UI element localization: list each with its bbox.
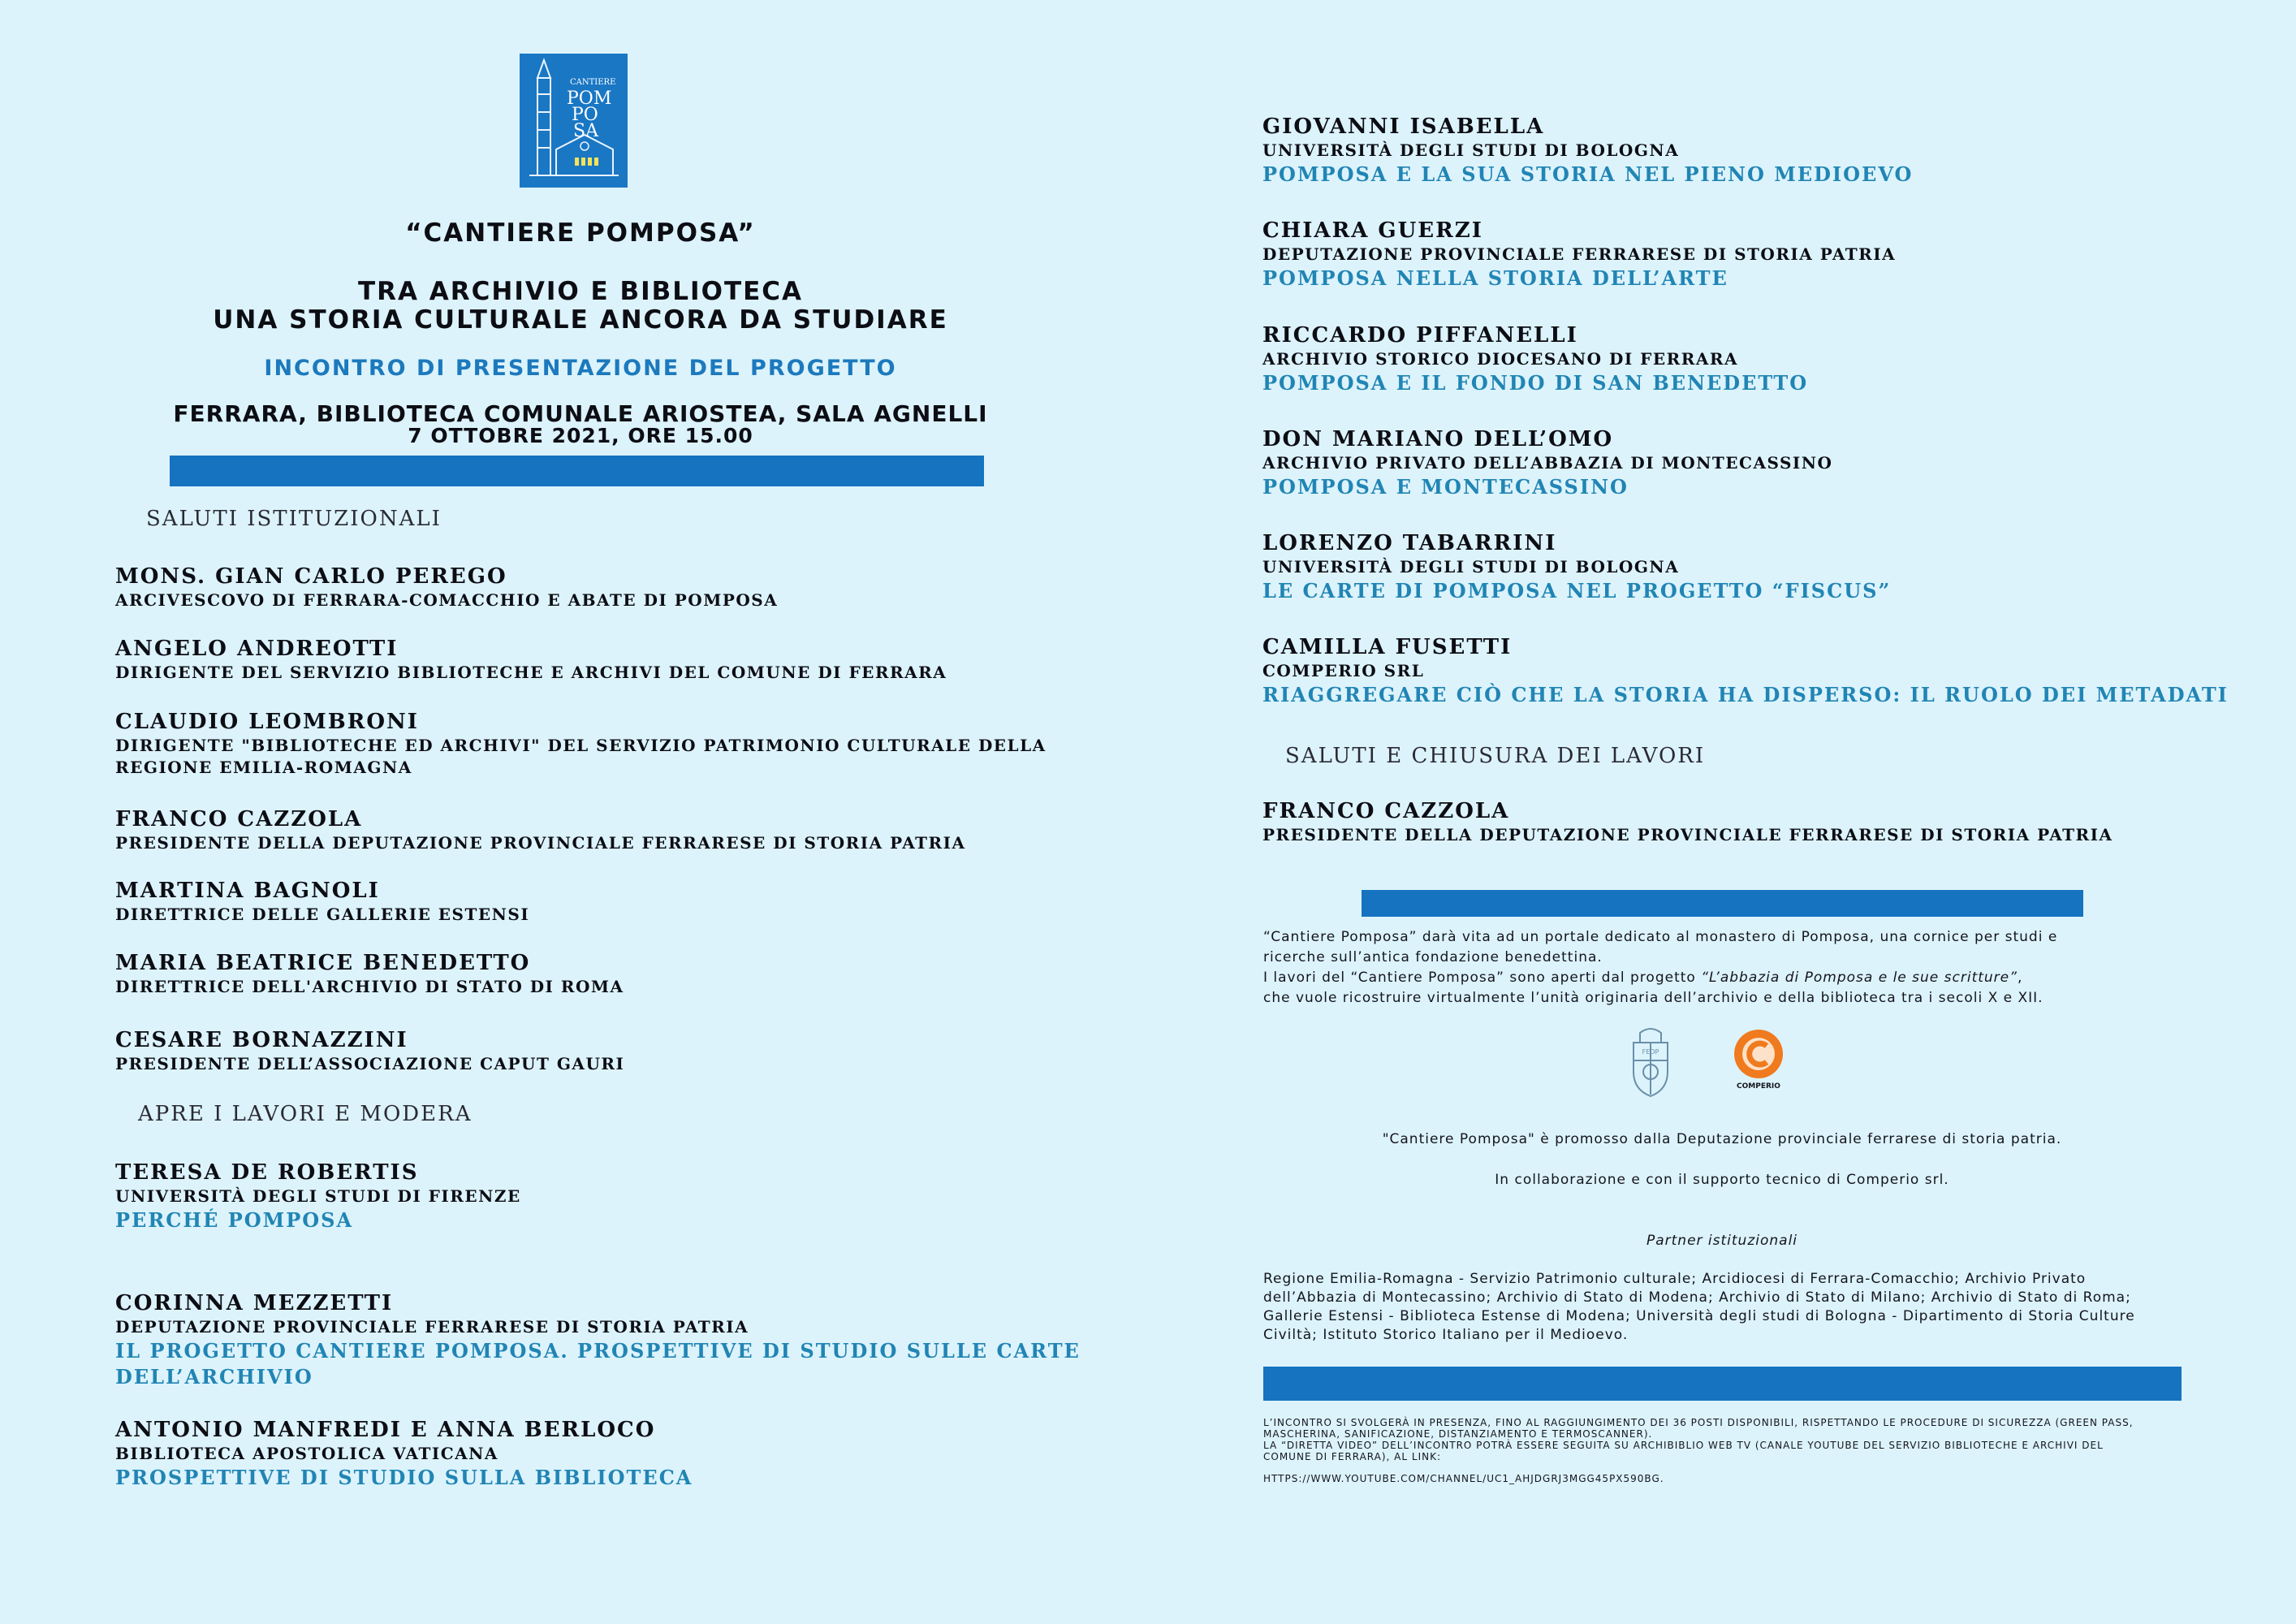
speaker-affiliation: UNIVERSITÀ DEGLI STUDI DI BOLOGNA [1262, 140, 1680, 160]
right-divider-bar-2 [1263, 1367, 2182, 1401]
talk-title: LE CARTE DI POMPOSA NEL PROGETTO “FISCUS” [1262, 579, 1892, 603]
description-line: “Cantiere Pomposa” darà vita ad un portale dedicato al monastero di Pomposa, una cornice per studi e [1263, 929, 2058, 945]
promoted-text: "Cantiere Pomposa" è promosso dalla Deputazione provinciale ferrarese di storia patria. [1382, 1131, 2062, 1147]
talk-entry [1262, 218, 1896, 292]
partners-line: Gallerie Estensi - Biblioteca Estense di Modena; Università degli studi di Bologna - Dipartimento di Storia Culture [1263, 1308, 2135, 1324]
speaker-entry [115, 1027, 624, 1075]
talk-entry [1262, 634, 2229, 708]
speaker-affiliation: ARCHIVIO PRIVATO DELL’ABBAZIA DI MONTECASSINO [1262, 453, 1833, 473]
subtitle-line-2: UNA STORIA CULTURALE ANCORA DA STUDIARE [213, 305, 948, 335]
speaker-name: DON MARIANO DELL’OMO [1262, 427, 1614, 451]
event-date: 7 OTTOBRE 2021, ORE 15.00 [408, 424, 753, 447]
youtube-link[interactable]: HTTPS://WWW.YOUTUBE.COM/CHANNEL/UC1_AHJDGRJ3MGG45PX590BG. [1263, 1473, 1664, 1484]
deputazione-crest-logo [1624, 1025, 1677, 1099]
speaker-entry [115, 709, 1047, 779]
speaker-name: MARIA BEATRICE BENEDETTO [115, 951, 531, 975]
speaker-affiliation: ARCHIVIO STORICO DIOCESANO DI FERRARA [1262, 349, 1739, 369]
speaker-name: CLAUDIO LEOMBRONI [115, 710, 419, 734]
description-line: che vuole ricostruire virtualmente l’unità originaria dell’archivio e della biblioteca tra i secoli X e XII. [1263, 990, 2044, 1006]
talk-title: POMPOSA E IL FONDO DI SAN BENEDETTO [1262, 371, 1809, 395]
speaker-role: ARCIVESCOVO DI FERRARA-COMACCHIO E ABATE DI POMPOSA [115, 590, 779, 610]
talk-title: POMPOSA E LA SUA STORIA NEL PIENO MEDIOEVO [1262, 162, 1914, 186]
talk-entry [1262, 426, 1832, 500]
speaker-entry [115, 564, 778, 611]
speaker-name: MONS. GIAN CARLO PEREGO [115, 564, 507, 589]
logo-text-cantiere: CANTIERE [570, 78, 616, 87]
speaker-role-continued: REGIONE EMILIA-ROMAGNA [115, 758, 412, 777]
description-line [1263, 968, 2205, 988]
logo-text-po: PO [572, 105, 598, 125]
speaker-role: PRESIDENTE DELLA DEPUTAZIONE PROVINCIALE FERRARESE DI STORIA PATRIA [1262, 825, 2113, 844]
speaker-entry [115, 806, 966, 854]
speaker-name: FRANCO CAZZOLA [1262, 799, 1510, 823]
talk-entry [115, 1417, 693, 1491]
talk-title: IL PROGETTO CANTIERE POMPOSA. PROSPETTIVE DI STUDIO SULLE CARTE [115, 1339, 1081, 1363]
speaker-role: DIRIGENTE DEL SERVIZIO BIBLIOTECHE E ARCHIVI DEL COMUNE DI FERRARA [115, 663, 947, 682]
speaker-name: MARTINA BAGNOLI [115, 879, 380, 903]
description-text: I lavori del “Cantiere Pomposa” sono aperti dal progetto [1263, 970, 1702, 986]
partners-list [1263, 1270, 2205, 1345]
notice-line: COMUNE DI FERRARA), AL LINK: [1263, 1451, 1442, 1462]
speaker-affiliation: UNIVERSITÀ DEGLI STUDI DI BOLOGNA [1262, 557, 1680, 577]
partners-line: Civiltà; Istituto Storico Italiano per il Medioevo. [1263, 1327, 1629, 1343]
talk-entry [1262, 322, 1808, 396]
speaker-name: FRANCO CAZZOLA [115, 807, 363, 831]
speaker-name: RICCARDO PIFFANELLI [1262, 323, 1578, 348]
speaker-role: DIRIGENTE "BIBLIOTECHE ED ARCHIVI" DEL SERVIZIO PATRIMONIO CULTURALE DELLA [115, 736, 1047, 755]
speaker-affiliation: UNIVERSITÀ DEGLI STUDI DI FIRENZE [115, 1186, 521, 1206]
talk-entry [1262, 114, 1913, 188]
notice-line: MASCHERINA, SANIFICAZIONE, DISTANZIAMENTO E TERMOSCANNER). [1263, 1428, 1653, 1440]
speaker-role: DIRETTRICE DELLE GALLERIE ESTENSI [115, 905, 530, 924]
right-divider-bar-1 [1362, 890, 2083, 917]
speaker-entry [1262, 798, 2113, 846]
talk-entry [1262, 530, 1891, 604]
comperio-label: COMPERIO [1737, 1082, 1780, 1091]
collaboration-text: In collaborazione e con il supporto tecnico di Comperio srl. [1495, 1172, 1949, 1188]
label-saluti-istituzionali: SALUTI ISTITUZIONALI [146, 507, 442, 531]
speaker-name: CORINNA MEZZETTI [115, 1291, 394, 1315]
talk-entry [115, 1290, 1081, 1390]
header-divider-bar [170, 456, 984, 486]
page-title: “CANTIERE POMPOSA” [405, 218, 756, 248]
partner-heading: Partner istituzionali [1646, 1233, 1798, 1249]
partners-line: Regione Emilia-Romagna - Servizio Patrimonio culturale; Arcidiocesi di Ferrara-Comacchio; Archivio Privato [1263, 1271, 2087, 1287]
talk-title: POMPOSA E MONTECASSINO [1262, 475, 1629, 499]
speaker-affiliation: BIBLIOTECA APOSTOLICA VATICANA [115, 1444, 498, 1463]
speaker-name: CHIARA GUERZI [1262, 218, 1483, 243]
speaker-entry [115, 950, 624, 998]
notice-line: LA “DIRETTA VIDEO” DELL’INCONTRO POTRÀ ESSERE SEGUITA SU ARCHIBIBLIO WEB TV (CANALE YOUTUBE DEL SERVIZIO BIBLIOTECHE E ARCHIVI DEL [1263, 1440, 2104, 1451]
crest-text: FEDP [1642, 1048, 1659, 1056]
event-notice [1263, 1417, 2205, 1462]
talk-entry [115, 1160, 521, 1233]
description-line: ricerche sull’antica fondazione benedettina. [1263, 949, 1603, 965]
talk-title-continued: DELL’ARCHIVIO [115, 1365, 313, 1389]
speaker-name: ANGELO ANDREOTTI [115, 637, 399, 661]
project-name-italic: “L’abbazia di Pomposa e le sue scritture” [1701, 970, 2018, 986]
speaker-entry [115, 878, 529, 926]
speaker-role: PRESIDENTE DELL’ASSOCIAZIONE CAPUT GAURI [115, 1054, 625, 1073]
talk-title: PERCHÉ POMPOSA [115, 1208, 354, 1232]
speaker-name: TERESA DE ROBERTIS [115, 1160, 419, 1185]
speaker-entry [115, 636, 947, 684]
talk-title: PROSPETTIVE DI STUDIO SULLA BIBLIOTECA [115, 1466, 693, 1489]
comperio-logo [1728, 1030, 1793, 1091]
label-apre-i-lavori: APRE I LAVORI E MODERA [138, 1102, 473, 1126]
description-text: , [2017, 970, 2023, 986]
speaker-role: DIRETTRICE DELL'ARCHIVIO DI STATO DI ROMA [115, 977, 624, 996]
label-saluti-chiusura: SALUTI E CHIUSURA DEI LAVORI [1285, 744, 1706, 768]
talk-title: POMPOSA NELLA STORIA DELL’ARTE [1262, 266, 1728, 290]
speaker-name: CESARE BORNAZZINI [115, 1028, 408, 1052]
speaker-affiliation: DEPUTAZIONE PROVINCIALE FERRARESE DI STORIA PATRIA [1262, 244, 1897, 264]
speaker-affiliation: COMPERIO SRL [1262, 661, 1425, 680]
logo-text-sa: SA [573, 121, 598, 141]
notice-line: L’INCONTRO SI SVOLGERÀ IN PRESENZA, FINO AL RAGGIUNGIMENTO DEI 36 POSTI DISPONIBILI, RISPETTANDO LE PROCEDURE DI SICUREZZA (GREEN PASS, [1263, 1417, 2134, 1428]
speaker-name: GIOVANNI ISABELLA [1262, 114, 1545, 139]
logo-text-pom: POM [567, 89, 612, 109]
speaker-role: PRESIDENTE DELLA DEPUTAZIONE PROVINCIALE FERRARESE DI STORIA PATRIA [115, 833, 966, 853]
cantiere-pomposa-logo [520, 54, 628, 188]
speaker-affiliation: DEPUTAZIONE PROVINCIALE FERRARESE DI STORIA PATRIA [115, 1317, 749, 1337]
project-description [1263, 927, 2205, 1009]
subtitle-line-1: TRA ARCHIVIO E BIBLIOTECA [357, 277, 804, 306]
partners-line: dell’Abbazia di Montecassino; Archivio di Stato di Modena; Archivio di Stato di Milano; Archivio di Stato di Roma; [1263, 1289, 2131, 1306]
speaker-name: CAMILLA FUSETTI [1262, 635, 1513, 659]
presentation-heading: INCONTRO DI PRESENTAZIONE DEL PROGETTO [264, 356, 897, 381]
event-place: FERRARA, BIBLIOTECA COMUNALE ARIOSTEA, SALA AGNELLI [173, 400, 988, 427]
talk-title: RIAGGREGARE CIÒ CHE LA STORIA HA DISPERSO: IL RUOLO DEI METADATI [1262, 683, 2229, 706]
speaker-name: LORENZO TABARRINI [1262, 531, 1557, 555]
speaker-name: ANTONIO MANFREDI E ANNA BERLOCO [115, 1418, 656, 1442]
